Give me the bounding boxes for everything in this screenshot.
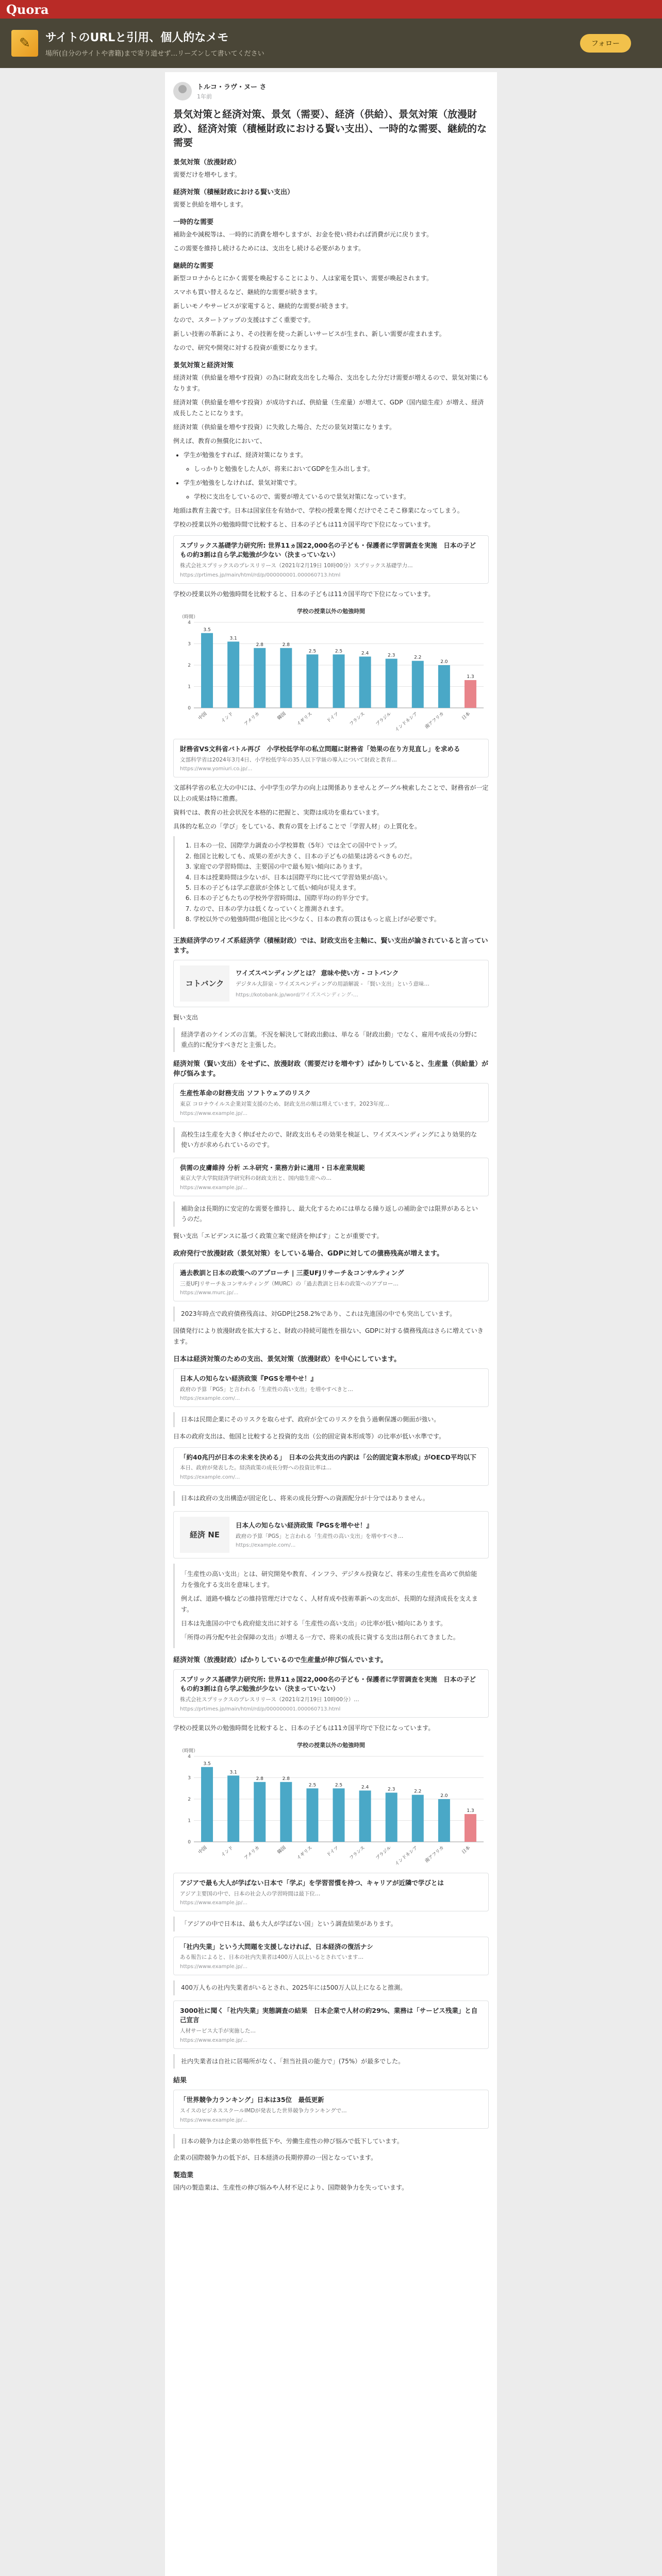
paragraph: 学校の授業以外の勉強時間で比較すると、日本の子どもは11カ国平均で下位になっています。 (173, 520, 435, 528)
follow-button[interactable]: フォロー (580, 34, 631, 53)
link-card-title: 財務省VS文科省バトル再び 小学校低学年の私立問題に財務省「効果の在り方見直し」を求める (180, 744, 460, 753)
paragraph: 新しいモノやサービスが家電すると、継続的な需要が続きます。 (173, 302, 352, 310)
link-card-url: https://www.example.jp/... (180, 1900, 247, 1906)
bar (412, 1794, 424, 1841)
link-card-title: 日本人の知らない経済政策『PGSを増やせ！』 (180, 1374, 317, 1382)
bar-chart-svg (173, 605, 489, 734)
bullet-sublist (194, 464, 489, 474)
link-card[interactable] (173, 960, 489, 1007)
bar-value-label: 2.5 (308, 649, 317, 654)
section-heading: 政府発行で放漫財政（景気対策）をしている場合、GDPに対しての債務残高が増えます。 (173, 1249, 443, 1258)
bar-value-label: 2.5 (308, 1783, 317, 1788)
paragraph: 需要だけを増やします。 (173, 171, 241, 178)
link-card-title: スプリックス基礎学力研究所: 世界11ヵ国22,000名の子ども・保護者に学習調査を実施 日本の子どもの約3割は自ら学ぶ勉強が少ない（決まっていない） (180, 1675, 476, 1693)
paragraph: 賢い支出「エビデンスに基づく政策立案で経済を伸ばす」ことが重要です。 (173, 1232, 383, 1240)
y-axis-label: （時間） (179, 1748, 198, 1754)
list-item: 5. 日本の子どもは学ぶ意欲が全体として低い傾向が見えます。 (193, 883, 483, 893)
space-banner (0, 19, 662, 68)
chart-caption: 学校の授業以外の勉強時間を比較すると、日本の子どもは11カ国平均で下位になっています。 (173, 1724, 435, 1732)
bar-value-label: 2.5 (335, 649, 343, 654)
link-card-url: https://example.com/... (236, 1543, 296, 1549)
bar (201, 633, 213, 708)
x-tick-label: イギリス (295, 1845, 313, 1861)
bar-value-label: 2.8 (282, 642, 290, 648)
article-thumbnail: 経済 NE (180, 1517, 229, 1553)
paragraph: 日本は先進国の中でも政府総支出に対する「生産性の高い支出」の比率が低い傾向にあります。 (181, 1619, 447, 1627)
avatar[interactable] (173, 82, 192, 100)
link-card-description: 株式会社スプリックスのプレスリリース（2021年2月19日 10時00分）… (180, 1697, 359, 1703)
bar-value-label: 2.4 (361, 1785, 369, 1790)
paragraph: 「生産性の高い支出」とは、研究開発や教育、インフラ、デジタル投資など、将来の生産性を高めて供給能力を強化する支出を意味します。 (181, 1570, 477, 1588)
x-tick-label: 中国 (197, 1845, 208, 1855)
bar (254, 1782, 266, 1842)
space-title[interactable]: サイトのURLと引用、個人的なメモ (45, 31, 229, 44)
section-heading: 製造業 (173, 2172, 194, 2180)
quote-block: 社内失業者は自社に居場所がなく、「担当社員の能力で」(75%）が最多でした。 (173, 2054, 489, 2069)
bullet-sublist (194, 492, 489, 502)
bar (359, 1790, 371, 1842)
link-card[interactable] (173, 1669, 489, 1718)
quote-block (173, 1564, 489, 1648)
quote-block: 日本の競争力は企業の効率性低下や、労働生産性の伸び悩みで低下しています。 (173, 2134, 489, 2148)
paragraph: 賢い支出 (173, 1013, 198, 1021)
quote-block: 400万人もの社内失業者がいるとされ、2025年には500万人以上になると推測。 (173, 1980, 489, 1995)
link-card-url: https://www.example.jp/... (180, 1110, 247, 1116)
bar-value-label: 2.0 (440, 659, 448, 665)
kotobank-logo: コトバンク (180, 965, 229, 1002)
paragraph: 資料では、教育の社会状況を本格的に把握と、実際は成功を重ねています。 (173, 809, 383, 817)
y-tick-label: 3 (188, 1775, 191, 1781)
bar-value-label: 3.1 (229, 636, 237, 641)
link-card-title: 過去教訓と日本の政策へのアプローチ | 三菱UFJリサーチ＆コンサルティング (180, 1268, 404, 1277)
quote-block: 高校生は生産を大きく伸ばせたので、財政支出もその効果を検証し、ワイズスペンディングにより効果的な使い方が求められているのです。 (173, 1127, 489, 1153)
link-card-title: アジアで最も大人が学ばない日本で「学ぶ」を学習習慣を持つ、キャリアが近隣で学びとは (180, 1878, 444, 1887)
link-card-title: 供需の皮膚維持 分析 エネ研究・業務方針に適用・日本産業規範 (180, 1163, 365, 1172)
x-tick-label: ブラジル (375, 1845, 393, 1861)
x-tick-label: インドネシア (394, 1845, 419, 1867)
x-tick-label: インドネシア (394, 711, 419, 733)
list-item: 4. 日本は授業時間は少ないが、日本は国際平均に比べて学習効果が高い。 (193, 872, 483, 883)
bar-value-label: 2.8 (256, 642, 263, 648)
bar-value-label: 2.0 (440, 1793, 448, 1799)
paragraph: 国内の製造業は、生産性の伸び悩みや人材不足により、国際競争力を失っています。 (173, 2184, 408, 2192)
bar (386, 1792, 398, 1841)
chart-caption: 学校の授業以外の勉強時間を比較すると、日本の子どもは11カ国平均で下位になっています。 (173, 590, 435, 598)
section-heading: 結果 (173, 2077, 187, 2085)
link-card-description: ある報告によると、日本の社内失業者は400万人以上いるとされています… (180, 1954, 364, 1961)
post-title: 景気対策と経済対策、景気（需要）、経済（供給）、景気対策（放漫財政）、経済対策（積極財政における賢い支出）、一時的な需要、継続的な需要 (173, 109, 487, 149)
x-tick-label: イギリス (295, 711, 313, 727)
paragraph: 経済対策（供給量を増やす投資）に失敗した場合、ただの景気対策になります。 (173, 423, 396, 431)
section-heading: 経済対策（賢い支出）をせずに、放漫財政（需要だけを増やす）ばかりしていると、生産量（供給量）が伸び悩みます。 (173, 1060, 489, 1078)
bar-value-label: 2.8 (282, 1776, 290, 1782)
link-card-description: 三菱UFJリサーチ＆コンサルティング（MURC）の「過去教訓と日本の政策へのアプロー… (180, 1280, 399, 1287)
link-card-url: https://www.example.jp/... (180, 2117, 247, 2123)
x-tick-label: フランス (349, 711, 367, 727)
list-item: 2. 他国と比較しても、成果の差が大きく、日本の子どもの結果は誇るべきものだ。 (193, 851, 483, 861)
bar (306, 654, 318, 708)
link-card[interactable] (173, 739, 489, 778)
paragraph: 国債発行により放漫財政を拡大すると、財政の持続可能性を損ない、GDPに対する債務残高はさらに増えていきます。 (173, 1327, 484, 1345)
link-card-title: 日本人の知らない経済政策『PGSを増やせ！』 (236, 1521, 373, 1529)
y-axis-label: （時間） (179, 614, 198, 620)
link-card[interactable] (173, 1511, 489, 1558)
paragraph: 経済対策（供給量を増やす投資）が成功すれば、供給量（生産量）が増えて、GDP（国内総生産）が増え、経済成長したことになります。 (173, 398, 484, 417)
chart-title: 学校の授業以外の勉強時間 (297, 607, 365, 615)
author-block (173, 81, 489, 100)
link-card-description: デジタル大辞泉 - ワイズスペンディングの用語解説 - 「賢い支出」という意味… (236, 980, 429, 987)
bar (254, 648, 266, 708)
x-tick-label: 日本 (461, 711, 472, 721)
x-tick-label: 南アフリカ (424, 711, 445, 730)
section-heading: 日本は経済対策のための支出、景気対策（放漫財政）を中心にしています。 (173, 1355, 401, 1363)
list-item: 8. 学校以外での勉強時間が他国と比べ少なく、日本の教育の質はもっと底上げが必要です。 (193, 914, 483, 924)
link-card-description: 文部科学省は2024年3月4日、小学校低学年の35人以下学級の導入について財政と教育… (180, 756, 397, 763)
link-card-title: 3000社に聞く「社内失業」実態調査の結果 日本企業で人材の約29%、業務は「サービス残業」と自己宣言 (180, 2006, 478, 2024)
quote-block: 2023年時点で政府債務残高は、対GDP比258.2%であり、これは先進国の中でも突出しています。 (173, 1307, 489, 1321)
link-card[interactable] (173, 1083, 489, 1122)
x-tick-label: 韓国 (276, 711, 287, 721)
list-item: • 学生が勉強をすれば、経済対策になります。 (184, 450, 489, 461)
link-card[interactable] (173, 1368, 489, 1408)
paragraph: 具体的な私立の「学び」をしている、教育の質を上げることで「学習人材」の上質化を。 (173, 823, 421, 831)
bar (280, 1782, 292, 1842)
bar (306, 1788, 318, 1842)
x-tick-label: 日本 (461, 1845, 472, 1855)
numbered-list (181, 840, 483, 924)
link-card[interactable] (173, 1873, 489, 1912)
section-heading: 継続的な需要 (173, 262, 214, 270)
link-card[interactable] (173, 2090, 489, 2129)
link-card-title: 「約40兆円が日本の未来を決める」 日本の公共支出の内訳は「公的固定資本形成」がOECD平均以下 (180, 1453, 476, 1461)
x-tick-label: 中国 (197, 711, 208, 721)
bar-value-label: 2.3 (388, 653, 395, 658)
x-tick-label: アメリカ (243, 711, 261, 727)
x-tick-label: アメリカ (243, 1845, 261, 1861)
list-item: 7. なので、日本の学力は低くなっていくと推測されます。 (193, 904, 483, 914)
bar-value-label: 1.3 (467, 1808, 474, 1814)
y-tick-label: 0 (188, 1839, 191, 1845)
post-date: 1年前 (197, 93, 212, 100)
link-card[interactable] (173, 2001, 489, 2049)
bar-value-label: 2.5 (335, 1783, 343, 1788)
bar (412, 661, 424, 708)
list-item: • 学生が勉強をしなければ、景気対策です。 (184, 478, 489, 488)
y-tick-label: 2 (188, 663, 191, 668)
bar-value-label: 3.5 (203, 627, 211, 633)
quora-logo[interactable]: Quora (6, 2, 49, 17)
link-card[interactable] (173, 1158, 489, 1197)
bar (227, 641, 239, 708)
section-heading: 一時的な需要 (173, 218, 214, 226)
quote-block: 日本は民間企業にそのリスクを取らせず、政府が全てのリスクを負う過剰保護の側面が強い。 (173, 1412, 489, 1427)
section-heading: 経済対策（積極財政における賢い支出） (173, 188, 294, 196)
quote-block (173, 836, 489, 928)
bar (438, 1799, 450, 1842)
paragraph: 文部科学省の私立大の中には、小中学生の学力の向上は関係ありませんとグーグル検索したことで、財務省が一定以上の成果は特に推薦。 (173, 784, 489, 803)
link-card-description: アジア主要国の中で、日本の社会人の学習時間は最下位… (180, 1890, 321, 1897)
bar (280, 648, 292, 708)
paragraph: なので、スタートアップの支援はすごく重要です。 (173, 316, 315, 324)
bar (333, 1788, 345, 1842)
paragraph: 需要と供給を増やします。 (173, 200, 247, 208)
link-card-url: https://www.example.jp/... (180, 2037, 247, 2043)
link-card-title: 生産性革命の財務支出 ソフトウェアのリスク (180, 1089, 311, 1097)
y-tick-label: 3 (188, 641, 191, 647)
x-tick-label: ドイツ (326, 1845, 340, 1858)
bar-value-label: 1.3 (467, 674, 474, 680)
space-subtitle: 場所(自分のサイトや書籍)まで寄り道せず…リーズンして書いてください (45, 50, 264, 58)
section-heading: 王族経済学のワイズ系経済学（積極財政）では、財政支出を主軸に、賢い支出が論されていると言っています。 (173, 937, 488, 955)
bar (227, 1775, 239, 1842)
link-card-url: https://www.murc.jp/... (180, 1290, 239, 1296)
link-card-title: ワイズスペンディングとは？ 意味や使い方 - コトバンク (236, 969, 399, 977)
list-item: ◦ 学校に支出をしているので、需要が増えているので景気対策になっています。 (194, 492, 489, 502)
x-tick-label: 韓国 (276, 1845, 287, 1855)
x-tick-label: ブラジル (375, 711, 393, 727)
x-tick-label: インド (220, 1845, 235, 1858)
y-tick-label: 4 (188, 1754, 191, 1759)
list-item: 6. 日本の子どもたちの学校外学習時間は、国際平均の約半分です。 (193, 893, 483, 903)
bar-value-label: 3.5 (203, 1761, 211, 1767)
chart-title: 学校の授業以外の勉強時間 (297, 1741, 365, 1749)
bar-value-label: 2.2 (414, 655, 422, 660)
bar (201, 1767, 213, 1842)
link-card-url: https://prtimes.jp/main/html/rd/p/000000001.000060713.html (180, 572, 341, 578)
quote-block: 日本は政府の支出構造が固定化し、将来の成長分野への資源配分が十分ではありません。 (173, 1491, 489, 1505)
bar (333, 654, 345, 708)
bar (465, 680, 476, 708)
top-navigation-bar (0, 0, 662, 19)
link-card-description: 政府の予算「PGS」と言われる「生産性の高い支出」を増やすべき… (236, 1533, 404, 1539)
x-tick-label: 南アフリカ (424, 1845, 445, 1864)
quote-block: 「アジアの中で日本は、最も大人が学ばない国」という調査結果があります。 (173, 1917, 489, 1931)
x-tick-label: ドイツ (326, 711, 340, 724)
paragraph: 例えば、道路や橋などの維持管理だけでなく、人材育成や技術革新への支出が、長期的な経済成長を支えます。 (181, 1595, 478, 1613)
bar-value-label: 2.3 (388, 1787, 395, 1792)
paragraph: 例えば、教育の無償化において、 (173, 437, 266, 445)
link-card-description: 人材サービス大手が実施した… (180, 2028, 256, 2035)
quote-block: 経済学者のケインズの言葉。不況を解決して財政出動は、単なる「財政出動」でなく、雇用や成長の分野に重点的に配分すべきだと主張した。 (173, 1027, 489, 1053)
link-card-title: スプリックス基礎学力研究所: 世界11ヵ国22,000名の子ども・保護者に学習調査を実施 日本の子どもの約3割は自ら学ぶ勉強が少ない（決まっていない） (180, 541, 476, 559)
paragraph: この需要を維持し続けるためには、支出をし続ける必要があります。 (173, 244, 365, 252)
paragraph: 地頭は教育主義です。日本は国家住を有効かで、学校の授業を聞くだけでそこそこ修業になってしまう。 (173, 506, 464, 514)
paragraph: なので、研究や開発に対する投資が重要になります。 (173, 344, 321, 351)
section-heading: 景気対策（放漫財政） (173, 158, 241, 166)
link-card-title: 「世界競争力ランキング」日本は35位 最低更新 (180, 2096, 331, 2104)
link-card-description: 本日、政府が発表した。経済政策の成長分野への投資比率は… (180, 1465, 332, 1471)
x-tick-label: フランス (349, 1845, 367, 1861)
bar-value-label: 2.2 (414, 1789, 422, 1794)
author-name[interactable]: トルコ・ラヴ・ヌー さ (197, 83, 267, 91)
bar (359, 656, 371, 708)
study-time-chart-2 (173, 1739, 489, 1868)
link-card-url: https://example.com/... (180, 1475, 240, 1481)
link-card-description: スイスのビジネススクールIMDが発表した世界競争力ランキングで… (180, 2107, 347, 2114)
y-tick-label: 2 (188, 1797, 191, 1802)
link-card-url: https://example.com/... (180, 1396, 240, 1402)
bullet-list (184, 450, 489, 502)
link-card[interactable] (173, 535, 489, 584)
bar-chart-svg (173, 1739, 489, 1868)
paragraph: 新しい技術の革新により、その技術を使った新しいサービスが生まれ、新しい需要が産まれます。 (173, 330, 445, 337)
author-info (197, 81, 267, 100)
y-tick-label: 1 (188, 684, 191, 690)
link-card-url: https://www.yomiuri.co.jp/... (180, 766, 253, 772)
x-tick-label: インド (220, 711, 235, 724)
link-card-description: 株式会社スプリックスのプレスリリース（2021年2月19日 10時00分）スプリックス基礎学力… (180, 563, 413, 569)
y-tick-label: 4 (188, 620, 191, 625)
space-header-text (45, 29, 580, 58)
paragraph: 企業の国際競争力の低下が、日本経済の長期停滞の一因となっています。 (173, 2154, 377, 2162)
link-card-description: 東京大学大学院経済学研究科の財政支出と、国内総生産への… (180, 1175, 332, 1182)
paragraph: スマホも買い替えるなど、継続的な需要が続きます。 (173, 288, 321, 296)
paragraph: 新型コロナからとにかく需要を喚起することにより、人は家電を買い、需要が喚起されます。 (173, 274, 433, 282)
list-item: ◦ しっかりと勉強をした人が、将来においてGDPを生み出します。 (194, 464, 489, 474)
link-card[interactable] (173, 1937, 489, 1976)
bar-value-label: 3.1 (229, 1770, 237, 1775)
bar (386, 658, 398, 707)
paragraph: 「所得の再分配や社会保障の支出」が増える一方で、将来の成長に資する支出は削られてきました。 (181, 1633, 459, 1641)
link-card-description: 政府の予算「PGS」と言われる「生産性の高い支出」を増やすべきと… (180, 1386, 353, 1393)
bar-value-label: 2.4 (361, 651, 369, 656)
link-card-description: 東京 コロナウイルス企業対策支援のため、財政支出の額は増えています。2023年度… (180, 1101, 390, 1108)
link-card-url: https://www.example.jp/... (180, 1185, 247, 1191)
y-tick-label: 1 (188, 1818, 191, 1824)
quote-block: 補助金は長期的に安定的な需要を維持し、最大化するためには単なる繰り返しの補助金では限界があるというのだ。 (173, 1201, 489, 1227)
link-card-title: 「社内失業」という大問題を支援しなければ、日本経済の復活ナシ (180, 1942, 373, 1951)
bar (465, 1814, 476, 1842)
link-card-url: https://prtimes.jp/main/html/rd/p/000000001.000060713.html (180, 1706, 341, 1712)
paragraph: 補助金や減税等は、一時的に消費を増やしますが、お金を使い終われば消費が元に戻ります。 (173, 230, 433, 238)
bar (438, 665, 450, 708)
study-time-chart (173, 605, 489, 734)
section-heading: 景気対策と経済対策 (173, 361, 234, 369)
list-item: 1. 日本の一位、国際学力調査の小学校算数（5年）では全ての国中でトップ。 (193, 840, 483, 851)
link-card-url: https://www.example.jp/... (180, 1964, 247, 1970)
answer-card (165, 72, 497, 2576)
bar-value-label: 2.8 (256, 1776, 263, 1782)
space-icon: ✎ (11, 30, 38, 57)
list-item: 3. 家庭での学習時間は、主要国の中で最も短い傾向にあります。 (193, 861, 483, 872)
y-tick-label: 0 (188, 705, 191, 711)
link-card[interactable] (173, 1263, 489, 1302)
section-heading: 経済対策（放漫財政）ばかりしているので生産量が伸び悩んでいます。 (173, 1656, 387, 1664)
paragraph: 経済対策（供給量を増やす投資）の為に財政支出をした場合、支出をした分だけ需要が増えるので、景気対策にもなります。 (173, 374, 489, 392)
link-card-url: https://kotobank.jp/word/ワイズスペンディング-… (236, 992, 358, 998)
paragraph: 日本の政府支出は、他国と比較すると投資的支出（公的固定資本形成等）の比率が低い水準です。 (173, 1432, 445, 1440)
link-card[interactable] (173, 1447, 489, 1486)
